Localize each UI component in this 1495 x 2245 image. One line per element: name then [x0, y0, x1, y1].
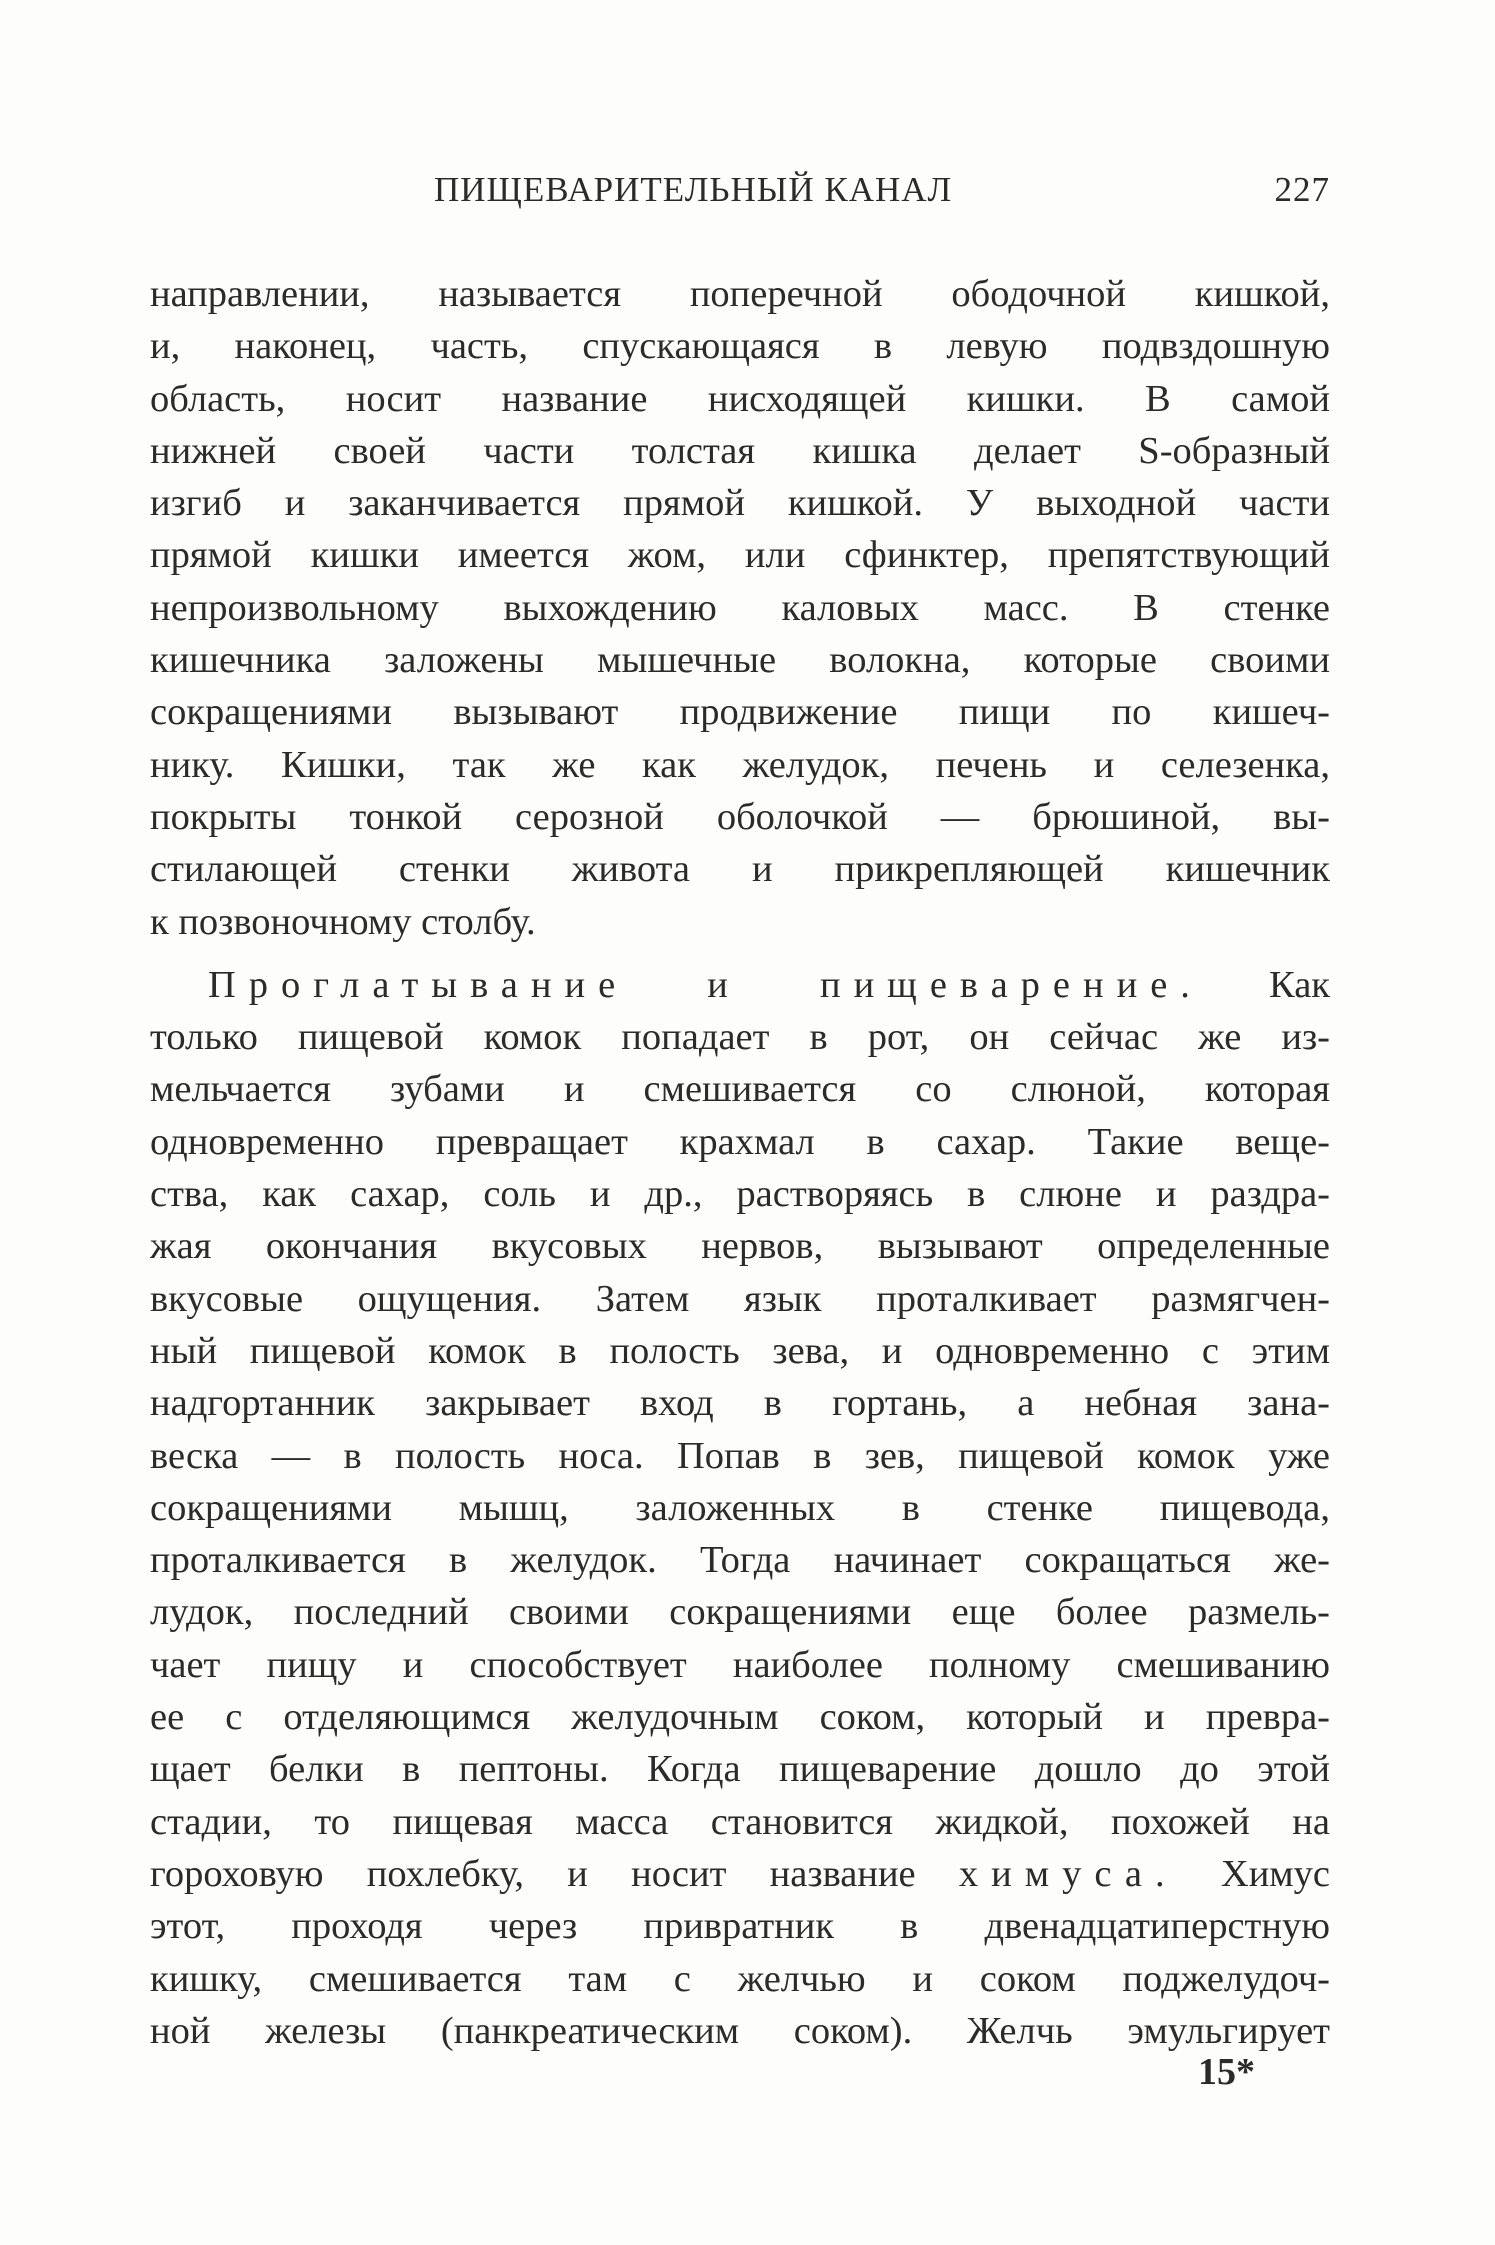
text-line: чает пищу и способствует наиболее полному смешиванию — [150, 1643, 1330, 1686]
heading-line-rest: Как — [1269, 963, 1330, 1006]
paragraph-2 — [150, 959, 1330, 2057]
chyme-line-after: Химус — [1220, 1852, 1330, 1895]
text-line: прямой кишки имеется жом, или сфинктер, препятствующий — [150, 534, 1330, 577]
text-line: ее с отделяющимся желудочным соком, который и превра- — [150, 1696, 1330, 1739]
section-heading: Проглатывание и пищеварение. — [208, 963, 1203, 1006]
text-line: нижней своей части толстая кишка делает S-образный — [150, 429, 1330, 472]
chyme-term: химуса. — [958, 1852, 1178, 1895]
text-line: ства, как сахар, соль и др., растворяясь в слюне и раздра- — [150, 1173, 1330, 1216]
text-line: надгортанник закрывает вход в гортань, а небная зана- — [150, 1382, 1330, 1425]
text-line: непроизвольному выхождению каловых масс. В стенке — [150, 586, 1330, 629]
chyme-line — [150, 1848, 1330, 1900]
text-line: покрыты тонкой серозной оболочкой — брюшиной, вы- — [150, 795, 1330, 838]
signature-mark: 15* — [1198, 2051, 1255, 2093]
paragraph-1 — [150, 268, 1330, 948]
text-line: и, наконец, часть, спускающаяся в левую подвздошную — [150, 325, 1330, 368]
page-number: 227 — [1274, 170, 1330, 209]
text-line: жая окончания вкусовых нервов, вызывают определенные — [150, 1225, 1330, 1268]
text-line: щает белки в пептоны. Когда пищеварение дошло до этой — [150, 1748, 1330, 1791]
text-line: мельчается зубами и смешивается со слюной, которая — [150, 1068, 1330, 1111]
running-head — [150, 170, 1330, 220]
text-line: нику. Кишки, так же как желудок, печень и селезенка, — [150, 743, 1330, 786]
text-line: ной железы (панкреатическим соком). Желчь эмульгирует — [150, 2009, 1330, 2052]
text-line: сокращениями мышц, заложенных в стенке пищевода, — [150, 1486, 1330, 1529]
text-line: лудок, последний своими сокращениями еще более размель- — [150, 1591, 1330, 1634]
section-heading-line — [150, 959, 1330, 1011]
text-line: область, носит название нисходящей кишки. В самой — [150, 377, 1330, 420]
text-line: проталкивается в желудок. Тогда начинает сокращаться же- — [150, 1539, 1330, 1582]
text-line: одновременно превращает крахмал в сахар. Такие веще- — [150, 1120, 1330, 1163]
running-title: ПИЩЕВАРИТЕЛЬНЫЙ КАНАЛ — [434, 170, 953, 209]
text-line: к позвоночному столбу. — [150, 900, 536, 943]
text-line: вкусовые ощущения. Затем язык проталкивает размягчен- — [150, 1277, 1330, 1320]
text-line: кишечника заложены мышечные волокна, которые своими — [150, 639, 1330, 682]
text-line: сокращениями вызывают продвижение пищи по кишеч- — [150, 691, 1330, 734]
text-line: стадии, то пищевая масса становится жидкой, похожей на — [150, 1800, 1330, 1843]
text-line: веска — в полость носа. Попав в зев, пищевой комок уже — [150, 1434, 1330, 1477]
body-text — [150, 268, 1330, 2057]
text-line: стилающей стенки живота и прикрепляющей кишечник — [150, 848, 1330, 891]
text-line: ный пищевой комок в полость зева, и одновременно с этим — [150, 1329, 1330, 1372]
text-line: кишку, смешивается там с желчью и соком поджелудоч- — [150, 1957, 1330, 2000]
text-line: этот, проходя через привратник в двенадцатиперстную — [150, 1905, 1330, 1948]
chyme-line-before: гороховую похлебку, и носит название — [150, 1852, 916, 1895]
text-line: только пищевой комок попадает в рот, он сейчас же из- — [150, 1016, 1330, 1059]
text-line: направлении, называется поперечной ободочной кишкой, — [150, 273, 1330, 315]
text-line: изгиб и заканчивается прямой кишкой. У выходной части — [150, 482, 1330, 525]
